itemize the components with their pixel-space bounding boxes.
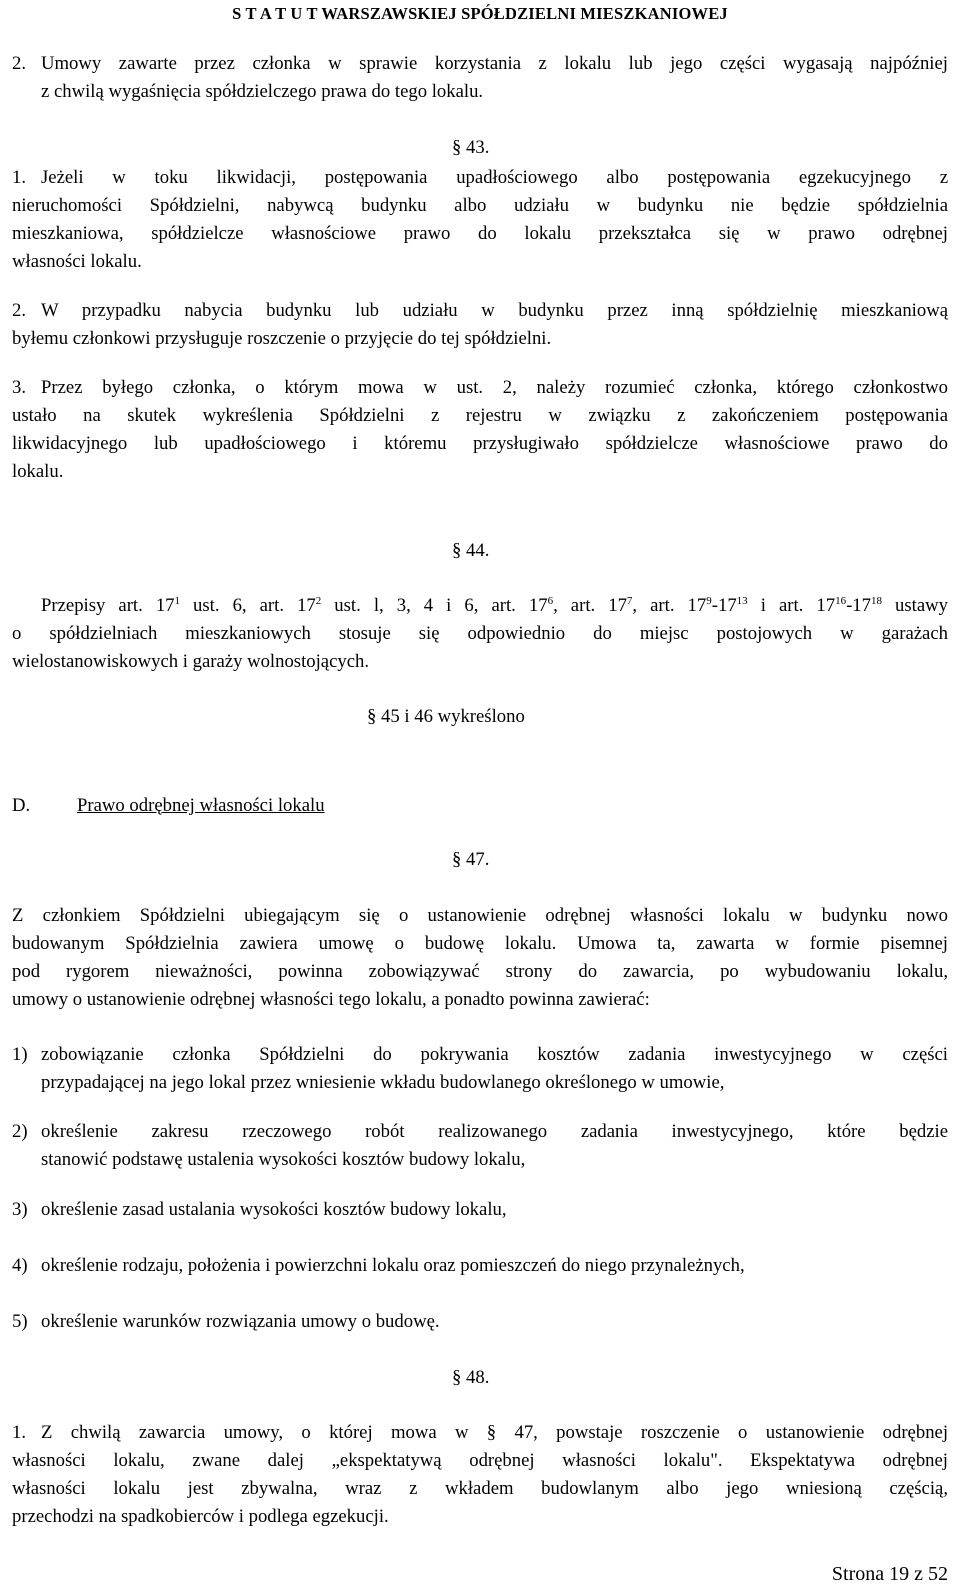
paragraph-number: 1. — [12, 1422, 27, 1443]
text-line: pod rygorem nieważności, powinna zobowiązywać strony do zawarcia, po wybudowaniu lokalu, — [12, 961, 948, 982]
section-sign-icon: § — [452, 849, 462, 870]
text-line: umowy o ustanowienie odrębnej własności tego lokalu, a ponadto powinna zawierać: — [12, 989, 650, 1010]
section-sign-icon: § — [452, 1367, 462, 1388]
section-heading-48: § 48. — [452, 1367, 490, 1388]
text-line: likwidacyjnego lub upadłościowego i któremu przysługiwało spółdzielcze własnościowe prawo do — [12, 433, 948, 454]
list-item-text: określenie rodzaju, położenia i powierzchni lokalu oraz pomieszczeń do niego przynależnych, — [41, 1255, 745, 1276]
list-item-text: zobowiązanie członka Spółdzielni do pokrywania kosztów zadania inwestycyjnego w części — [41, 1044, 948, 1065]
list-item-text: określenie zasad ustalania wysokości kosztów budowy lokalu, — [41, 1199, 507, 1220]
document-header: S T A T U T WARSZAWSKIEJ SPÓŁDZIELNI MIESZKANIOWEJ — [232, 4, 728, 23]
paragraph-number: 2. — [12, 53, 27, 74]
list-item-number: 5) — [12, 1311, 28, 1332]
list-item-number: 1) — [12, 1044, 28, 1065]
section-sign-icon: § — [486, 1422, 497, 1443]
text-line: wielostanowiskowych i garaży wolnostojących. — [12, 651, 370, 672]
paragraph-number: 3. — [12, 377, 27, 398]
text-line: Przez byłego członka, o którym mowa w ust. 2, należy rozumieć członka, którego członkostwo — [41, 377, 948, 398]
text-line: lokalu. — [12, 461, 64, 482]
text-line: z chwilą wygaśnięcia spółdzielczego prawa do tego lokalu. — [41, 81, 484, 102]
text-line: o spółdzielniach mieszkaniowych stosuje się odpowiednio do miejsc postojowych w garażach — [12, 623, 948, 644]
section-heading-45-46: § 45 i 46 wykreślono — [367, 706, 525, 727]
text-line: własności lokalu jest zbywalna, wraz z wkładem budowlanym albo jego wniesioną częścią, — [12, 1478, 948, 1499]
paragraph-number: 1. — [12, 167, 27, 188]
text-line: ustało na skutek wykreślenia Spółdzielni z rejestru w związku z zakończeniem postępowania — [12, 405, 948, 426]
section-sign-icon: § — [452, 540, 462, 561]
list-item-text: określenie warunków rozwiązania umowy o budowę. — [41, 1311, 440, 1332]
text-line: przechodzi na spadkobierców i podlega egzekucji. — [12, 1506, 389, 1527]
section-heading-47: § 47. — [452, 849, 490, 870]
text-line: własności lokalu, zwane dalej „ekspektatywą odrębnej własności lokalu". Ekspektatywa odrębnej — [12, 1450, 948, 1471]
page-number: Strona 19 z 52 — [831, 1563, 948, 1585]
section-title: Prawo odrębnej własności lokalu — [77, 795, 325, 816]
text-line: budowanym Spółdzielnia zawiera umowę o budowę lokalu. Umowa ta, zawarta w formie pisemnej — [12, 933, 948, 954]
text-line: byłemu członkowi przysługuje roszczenie o przyjęcie do tej spółdzielni. — [12, 328, 552, 349]
list-item-text: przypadającej na jego lokal przez wniesienie wkładu budowlanego określonego w umowie, — [41, 1072, 725, 1093]
list-item-number: 2) — [12, 1121, 28, 1142]
text-line: mieszkaniowa, spółdzielcze własnościowe prawo do lokalu przekształca się w prawo odrębnej — [12, 223, 948, 244]
list-item-number: 4) — [12, 1255, 28, 1276]
section-sign-icon: § — [452, 137, 462, 158]
text-line: Z członkiem Spółdzielni ubiegającym się o ustanowienie odrębnej własności lokalu w budynku nowo — [12, 905, 948, 926]
section-heading-43: § 43. — [452, 137, 490, 158]
text-line: własności lokalu. — [12, 251, 142, 272]
text-line: Przepisy art. $17^1$ ust. 6, art. $17^2$ ust. l, 3, 4 i 6, art. $17^6$, art. $17^7$, art. $17^9-17^{13}$ i art. $17^{16}-17^{18}$ ustawy — [41, 594, 948, 616]
list-item-text: stanowić podstawę ustalenia wysokości kosztów budowy lokalu, — [41, 1149, 526, 1170]
text-line: nieruchomości Spółdzielni, nabywcą budynku albo udziału w budynku nie będzie spółdzielnia — [12, 195, 948, 216]
list-item-text: określenie zakresu rzeczowego robót realizowanego zadania inwestycyjnego, które będzie — [41, 1121, 948, 1142]
section-letter: D. — [12, 795, 31, 816]
text-line: Umowy zawarte przez członka w sprawie korzystania z lokalu lub jego części wygasają najpóźniej — [41, 53, 948, 74]
text-line: Jeżeli w toku likwidacji, postępowania upadłościowego albo postępowania egzekucyjnego z — [41, 167, 948, 188]
section-sign-icon: § — [367, 706, 377, 727]
paragraph-number: 2. — [12, 300, 27, 321]
section-heading-44: § 44. — [452, 540, 490, 561]
list-item-number: 3) — [12, 1199, 28, 1220]
text-line: W przypadku nabycia budynku lub udziału w budynku przez inną spółdzielnię mieszkaniową — [41, 300, 948, 321]
text-line: Z chwilą zawarcia umowy, o której mowa w § 47, powstaje roszczenie o ustanowienie odrębnej — [41, 1422, 949, 1443]
